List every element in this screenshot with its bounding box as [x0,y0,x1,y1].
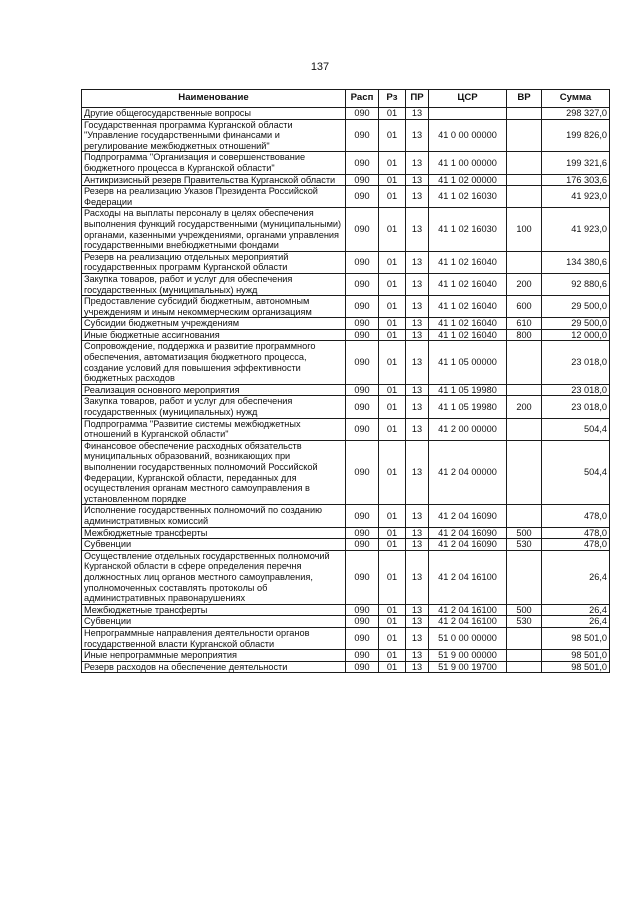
cell-rasp: 090 [346,108,379,120]
cell-pr: 13 [406,650,429,662]
cell-csr: 41 1 05 19980 [429,396,507,418]
cell-sum: 98 501,0 [542,661,610,673]
cell-sum: 23 018,0 [542,341,610,384]
header-pr: ПР [406,90,429,108]
cell-name: Реализация основного мероприятия [82,384,346,396]
cell-pr: 13 [406,174,429,186]
table-row [82,318,610,330]
cell-rz: 01 [379,661,406,673]
table-row [82,119,610,152]
cell-sum: 23 018,0 [542,384,610,396]
cell-name: Закупка товаров, работ и услуг для обеспечения государственных (муниципальных) нужд [82,273,346,295]
cell-rasp: 090 [346,661,379,673]
header-csr: ЦСР [429,90,507,108]
cell-csr: 41 2 04 16100 [429,550,507,604]
cell-vr [507,108,542,120]
cell-name: Субвенции [82,616,346,628]
cell-rasp: 090 [346,396,379,418]
table-row [82,661,610,673]
cell-vr [507,661,542,673]
table-row [82,604,610,616]
table-row [82,186,610,208]
cell-sum: 199 826,0 [542,119,610,152]
table-body [82,108,610,673]
cell-rz: 01 [379,396,406,418]
cell-rasp: 090 [346,119,379,152]
cell-rz: 01 [379,341,406,384]
cell-vr [507,418,542,440]
cell-rasp: 090 [346,174,379,186]
cell-rz: 01 [379,418,406,440]
table-row [82,208,610,251]
cell-sum: 29 500,0 [542,318,610,330]
cell-name: Подпрограмма "Организация и совершенствование бюджетного процесса в Курганской области" [82,152,346,174]
cell-rasp: 090 [346,440,379,505]
cell-csr: 41 2 04 16100 [429,604,507,616]
cell-name: Расходы на выплаты персоналу в целях обеспечения выполнения функций государственными (муниципальными) органами, казенными учреждениями, органами управления государственными внебюджетными фондами [82,208,346,251]
cell-name: Иные бюджетные ассигнования [82,329,346,341]
table-row [82,440,610,505]
cell-pr: 13 [406,329,429,341]
cell-rasp: 090 [346,505,379,527]
table-row [82,627,610,649]
cell-csr: 41 0 00 00000 [429,119,507,152]
table-row [82,418,610,440]
cell-rasp: 090 [346,152,379,174]
cell-rz: 01 [379,108,406,120]
cell-pr: 13 [406,296,429,318]
cell-rasp: 090 [346,550,379,604]
cell-rasp: 090 [346,296,379,318]
cell-vr: 610 [507,318,542,330]
cell-rz: 01 [379,119,406,152]
cell-vr: 500 [507,527,542,539]
cell-rz: 01 [379,318,406,330]
cell-pr: 13 [406,384,429,396]
cell-sum: 98 501,0 [542,627,610,649]
cell-csr [429,108,507,120]
cell-rz: 01 [379,384,406,396]
cell-name: Подпрограмма "Развитие системы межбюджетных отношений в Курганской области" [82,418,346,440]
cell-sum: 98 501,0 [542,650,610,662]
header-vr: ВР [507,90,542,108]
table-row [82,539,610,551]
table-row [82,108,610,120]
cell-sum: 478,0 [542,539,610,551]
cell-vr: 530 [507,616,542,628]
cell-vr [507,627,542,649]
cell-csr: 41 2 04 16090 [429,539,507,551]
table-row [82,152,610,174]
cell-pr: 13 [406,661,429,673]
cell-pr: 13 [406,318,429,330]
cell-pr: 13 [406,396,429,418]
cell-name: Сопровождение, поддержка и развитие программного обеспечения, автоматизация бюджетного процесса, создание условий для повышения эффективности бюджетных расходов [82,341,346,384]
table-row [82,174,610,186]
cell-rasp: 090 [346,539,379,551]
cell-rasp: 090 [346,627,379,649]
table-row [82,527,610,539]
cell-vr [507,152,542,174]
cell-rz: 01 [379,650,406,662]
cell-rz: 01 [379,627,406,649]
cell-vr [507,174,542,186]
cell-vr [507,505,542,527]
cell-name: Субвенции [82,539,346,551]
cell-name: Исполнение государственных полномочий по созданию административных комиссий [82,505,346,527]
cell-rz: 01 [379,329,406,341]
cell-rz: 01 [379,273,406,295]
cell-pr: 13 [406,550,429,604]
cell-pr: 13 [406,186,429,208]
cell-sum: 478,0 [542,527,610,539]
cell-rasp: 090 [346,273,379,295]
header-sum: Сумма [542,90,610,108]
cell-csr: 41 1 02 16040 [429,318,507,330]
cell-rz: 01 [379,616,406,628]
cell-rasp: 090 [346,251,379,273]
cell-vr [507,384,542,396]
cell-sum: 23 018,0 [542,396,610,418]
cell-rz: 01 [379,604,406,616]
cell-csr: 41 1 02 16040 [429,273,507,295]
cell-csr: 41 1 02 16030 [429,186,507,208]
cell-csr: 41 2 04 16100 [429,616,507,628]
cell-rz: 01 [379,174,406,186]
cell-name: Осуществление отдельных государственных полномочий Курганской области в сфере определения перечня должностных лиц органов местного самоуправления, уполномоченных составлять протоколы об административных правонарушениях [82,550,346,604]
cell-rasp: 090 [346,329,379,341]
cell-rasp: 090 [346,604,379,616]
cell-csr: 41 2 04 16090 [429,527,507,539]
cell-vr [507,251,542,273]
cell-rz: 01 [379,296,406,318]
cell-sum: 26,4 [542,604,610,616]
cell-name: Иные непрограммные мероприятия [82,650,346,662]
cell-csr: 41 1 02 00000 [429,174,507,186]
table-row [82,384,610,396]
cell-rasp: 090 [346,616,379,628]
cell-pr: 13 [406,505,429,527]
cell-pr: 13 [406,208,429,251]
table-header-row [82,90,610,108]
cell-rasp: 090 [346,208,379,251]
table-row [82,251,610,273]
cell-name: Другие общегосударственные вопросы [82,108,346,120]
cell-name: Резерв расходов на обеспечение деятельности [82,661,346,673]
cell-csr: 41 1 02 16030 [429,208,507,251]
cell-sum: 12 000,0 [542,329,610,341]
cell-name: Резерв на реализацию Указов Президента Российской Федерации [82,186,346,208]
cell-name: Закупка товаров, работ и услуг для обеспечения государственных (муниципальных) нужд [82,396,346,418]
cell-rz: 01 [379,186,406,208]
cell-sum: 504,4 [542,418,610,440]
table-row [82,550,610,604]
cell-rz: 01 [379,152,406,174]
cell-rz: 01 [379,527,406,539]
cell-vr [507,119,542,152]
cell-pr: 13 [406,616,429,628]
cell-vr [507,650,542,662]
header-rasp: Расп [346,90,379,108]
cell-csr: 51 9 00 19700 [429,661,507,673]
table-row [82,505,610,527]
cell-pr: 13 [406,539,429,551]
cell-pr: 13 [406,418,429,440]
cell-pr: 13 [406,604,429,616]
cell-sum: 478,0 [542,505,610,527]
cell-vr: 500 [507,604,542,616]
cell-sum: 41 923,0 [542,208,610,251]
cell-vr [507,550,542,604]
cell-pr: 13 [406,627,429,649]
cell-rz: 01 [379,251,406,273]
cell-vr: 200 [507,396,542,418]
cell-vr [507,186,542,208]
cell-sum: 504,4 [542,440,610,505]
table-row [82,616,610,628]
cell-rasp: 090 [346,318,379,330]
cell-csr: 51 0 00 00000 [429,627,507,649]
cell-sum: 176 303,6 [542,174,610,186]
cell-name: Межбюджетные трансферты [82,527,346,539]
cell-rz: 01 [379,550,406,604]
cell-sum: 29 500,0 [542,296,610,318]
cell-pr: 13 [406,251,429,273]
cell-rz: 01 [379,440,406,505]
cell-rasp: 090 [346,186,379,208]
cell-sum: 41 923,0 [542,186,610,208]
cell-vr: 100 [507,208,542,251]
table-row [82,296,610,318]
cell-csr: 51 9 00 00000 [429,650,507,662]
cell-csr: 41 1 00 00000 [429,152,507,174]
cell-name: Государственная программа Курганской области "Управление государственными финансами и регулирование межбюджетных отношений" [82,119,346,152]
cell-name: Непрограммные направления деятельности органов государственной власти Курганской области [82,627,346,649]
cell-rasp: 090 [346,341,379,384]
cell-name: Субсидии бюджетным учреждениям [82,318,346,330]
cell-csr: 41 1 05 19980 [429,384,507,396]
cell-rz: 01 [379,208,406,251]
header-name: Наименование [82,90,346,108]
table-row [82,273,610,295]
cell-csr: 41 2 04 00000 [429,440,507,505]
cell-rasp: 090 [346,650,379,662]
cell-vr: 200 [507,273,542,295]
cell-sum: 92 880,6 [542,273,610,295]
cell-name: Антикризисный резерв Правительства Курганской области [82,174,346,186]
cell-name: Межбюджетные трансферты [82,604,346,616]
table-row [82,650,610,662]
cell-sum: 26,4 [542,616,610,628]
cell-csr: 41 1 02 16040 [429,329,507,341]
table-row [82,329,610,341]
table-row [82,341,610,384]
cell-rz: 01 [379,505,406,527]
cell-rasp: 090 [346,384,379,396]
cell-pr: 13 [406,152,429,174]
cell-csr: 41 1 05 00000 [429,341,507,384]
cell-csr: 41 1 02 16040 [429,296,507,318]
cell-vr: 530 [507,539,542,551]
cell-sum: 199 321,6 [542,152,610,174]
cell-csr: 41 2 04 16090 [429,505,507,527]
cell-csr: 41 2 00 00000 [429,418,507,440]
table-row [82,396,610,418]
cell-pr: 13 [406,273,429,295]
budget-table [81,89,610,673]
cell-name: Резерв на реализацию отдельных мероприятий государственных программ Курганской области [82,251,346,273]
cell-vr: 800 [507,329,542,341]
cell-pr: 13 [406,341,429,384]
page-number: 137 [310,61,330,73]
cell-pr: 13 [406,440,429,505]
cell-sum: 26,4 [542,550,610,604]
cell-name: Предоставление субсидий бюджетным, автономным учреждениям и иным некоммерческим организациям [82,296,346,318]
cell-rasp: 090 [346,527,379,539]
cell-name: Финансовое обеспечение расходных обязательств муниципальных образований, возникающих при выполнении государственных полномочий Российской Федерации, Курганской области, переданных для осуществления органам местного самоуправления в установленном порядке [82,440,346,505]
cell-rasp: 090 [346,418,379,440]
cell-vr [507,440,542,505]
cell-sum: 134 380,6 [542,251,610,273]
cell-pr: 13 [406,108,429,120]
cell-vr: 600 [507,296,542,318]
cell-csr: 41 1 02 16040 [429,251,507,273]
cell-pr: 13 [406,527,429,539]
header-rz: Рз [379,90,406,108]
cell-vr [507,341,542,384]
cell-pr: 13 [406,119,429,152]
cell-rz: 01 [379,539,406,551]
cell-sum: 298 327,0 [542,108,610,120]
